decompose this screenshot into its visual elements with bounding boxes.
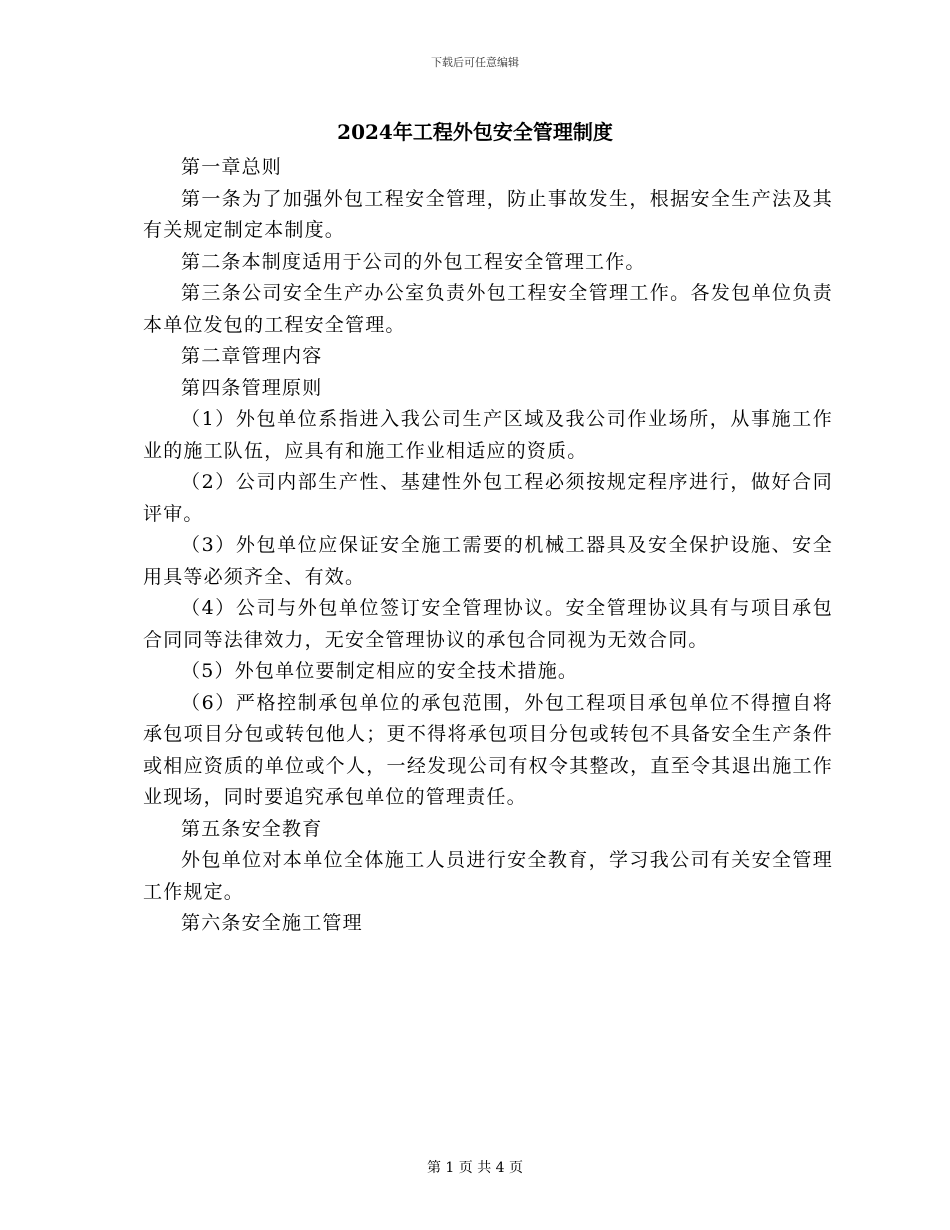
list-item: （4）公司与外包单位签订安全管理协议。安全管理协议具有与项目承包合同同等法律效力，无安全管理协议的承包合同视为无效合同。 bbox=[143, 597, 833, 651]
article-heading: 第四条管理原则 bbox=[181, 376, 323, 399]
article-heading: 第五条安全教育 bbox=[181, 817, 323, 840]
chapter-heading: 第一章总则 bbox=[181, 156, 283, 178]
list-item: （1）外包单位系指进入我公司生产区域及我公司作业场所，从事施工作业的施工队伍，应具有和施工作业相适应的资质。 bbox=[143, 408, 833, 462]
paragraph: 第一条为了加强外包工程安全管理，防止事故发生，根据安全生产法及其有关规定制定本制度。 bbox=[143, 187, 833, 241]
paragraph: 第三条公司安全生产办公室负责外包工程安全管理工作。各发包单位负责本单位发包的工程安全管理。 bbox=[143, 282, 833, 336]
list-item: （2）公司内部生产性、基建性外包工程必须按规定程序进行，做好合同评审。 bbox=[143, 471, 833, 525]
paragraph: 外包单位对本单位全体施工人员进行安全教育，学习我公司有关安全管理工作规定。 bbox=[143, 849, 833, 903]
document-title: 2024年工程外包安全管理制度 bbox=[337, 120, 613, 144]
chapter-heading: 第二章管理内容 bbox=[181, 345, 323, 367]
page-footer: 第 1 页 共 4 页 bbox=[426, 1160, 524, 1176]
article-heading: 第六条安全施工管理 bbox=[181, 912, 363, 934]
list-item: （5）外包单位要制定相应的安全技术措施。 bbox=[181, 660, 579, 682]
header-note: 下载后可任意编辑 bbox=[431, 56, 519, 69]
paragraph: 第二条本制度适用于公司的外包工程安全管理工作。 bbox=[181, 250, 646, 273]
document-body bbox=[143, 152, 833, 940]
list-item: （6）严格控制承包单位的承包范围，外包工程项目承包单位不得擅自将承包项目分包或转包他人；更不得将承包项目分包或转包不具备安全生产条件或相应资质的单位或个人，一经发现公司有权令其整改，直至令其退出施工作业现场，同时要追究承包单位的管理责任。 bbox=[143, 691, 833, 808]
list-item: （3）外包单位应保证安全施工需要的机械工器具及安全保护设施、安全用具等必须齐全、有效。 bbox=[143, 534, 833, 588]
